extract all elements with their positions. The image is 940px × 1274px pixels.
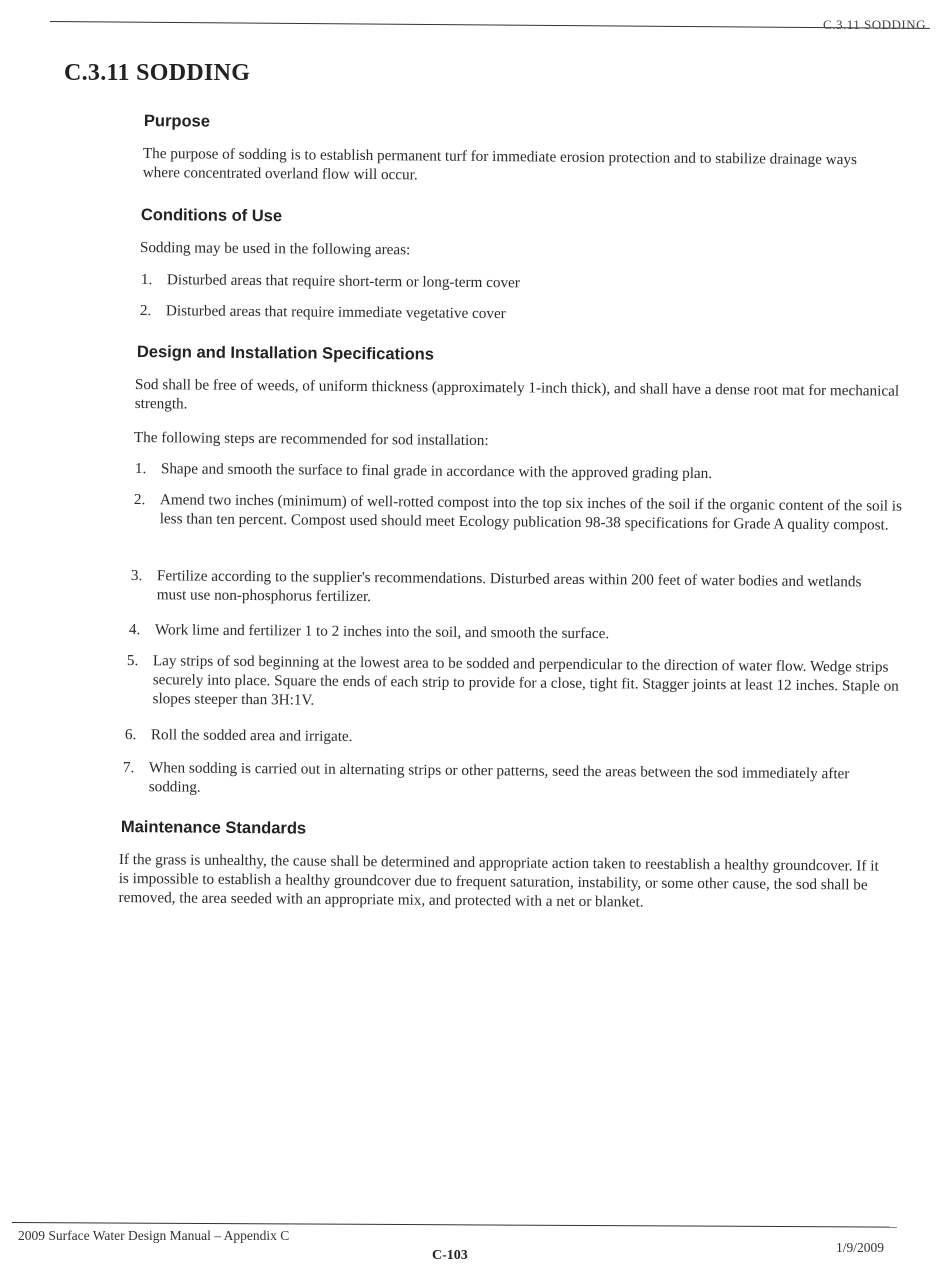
list-text: Roll the sodded area and irrigate. [150,726,353,745]
list-text: When sodding is carried out in alternating strips or other patterns, seed the areas between the sod immediately after sodding. [148,759,850,796]
list-item [127,651,907,715]
design-heading: Design and Installation Specifications [136,343,435,364]
conditions-intro-block [140,238,900,264]
list-number: 3. [130,566,143,585]
header-rule [50,21,930,29]
maintenance-paragraph: If the grass is unhealthy, the cause shall be determined and appropriate action taken to reestablish a healthy groundcover. If it is impossible to establish a healthy groundcover due to frequent saturation, instability, or some other cause, the sod shall be removed, the area seeded with an appropriate mix, and protected with a net or blanket. [118,850,879,911]
design-paragraph-1-block [135,375,907,420]
purpose-paragraph: The purpose of sodding is to establish permanent turf for immediate erosion protection and to stabilize drainage ways where concentrated overland flow will occur. [142,144,858,184]
list-number: 1. [140,270,153,289]
design-paragraph-2-block [134,428,894,454]
design-paragraph-2: The following steps are recommended for sod installation: [133,428,489,450]
conditions-heading: Conditions of Use [140,206,283,226]
purpose-heading-block [144,112,904,138]
list-number: 2. [139,301,152,320]
footer-date: 1/9/2009 [836,1240,885,1255]
list-number: 7. [122,758,135,777]
conditions-intro: Sodding may be used in the following areas: [139,238,411,259]
list-item [135,459,875,484]
list-text: Amend two inches (minimum) of well-rotted compost into the top six inches of the soil if the organic content of the soil is less than ten percent. Compost used should meet Ecology publication 98-38 specifications for Grade A quality compost. [159,491,903,534]
list-text: Lay strips of sod beginning at the lowest area to be sodded and perpendicular to the direction of water flow. Wedge strips securely into place. Square the ends of each strip to provide for a close, tight fit. Stagger joints at least 12 inches. Staple on slopes steeper than 3H:1V. [152,652,899,709]
maintenance-heading-block [121,818,881,844]
list-number: 2. [133,490,146,509]
list-number: 1. [134,459,147,478]
design-paragraph-1: Sod shall be free of weeds, of uniform thickness (approximately 1-inch thick), and shall have a dense root mat for mechanical strength. [134,375,900,413]
list-item [131,566,891,611]
list-text: Fertilize according to the supplier's recommendations. Disturbed areas within 200 feet of water bodies and wetlands must use non-phosphorus fertilizer. [156,567,862,606]
design-heading-block [137,343,897,369]
purpose-paragraph-block [143,144,895,189]
list-text: Disturbed areas that require immediate vegetative cover [165,302,506,323]
list-item [140,301,880,326]
list-number: 5. [126,651,139,670]
list-item [123,758,893,803]
purpose-heading: Purpose [143,112,211,131]
step-3 [131,566,891,611]
list-item [134,490,904,535]
step-4 [129,620,889,646]
footer-title: 2009 Surface Water Design Manual – Appendix C [18,1228,290,1243]
running-head: C.3.11 SODDING [823,17,926,32]
list-text: Shape and smooth the surface to final grade in accordance with the approved grading plan. [160,460,713,483]
section-title: C.3.11 SODDING [64,60,251,86]
maintenance-paragraph-block [119,850,879,914]
conditions-item-2 [140,301,880,326]
list-item [125,725,885,751]
footer-rule [12,1222,897,1228]
conditions-heading-block [141,206,901,232]
list-text: Work lime and fertilizer 1 to 2 inches into the soil, and smooth the surface. [154,621,610,643]
list-item [141,270,881,295]
conditions-item-1 [141,270,881,295]
step-5 [127,651,907,715]
list-item [129,620,889,646]
step-2 [134,490,904,535]
list-number: 6. [124,725,137,744]
step-6 [125,725,885,751]
list-text: Disturbed areas that require short-term or long-term cover [166,271,520,292]
list-number: 4. [128,620,141,639]
step-1 [135,459,875,484]
step-7 [123,758,893,803]
maintenance-heading: Maintenance Standards [120,818,307,838]
page-number: C-103 [432,1248,468,1263]
